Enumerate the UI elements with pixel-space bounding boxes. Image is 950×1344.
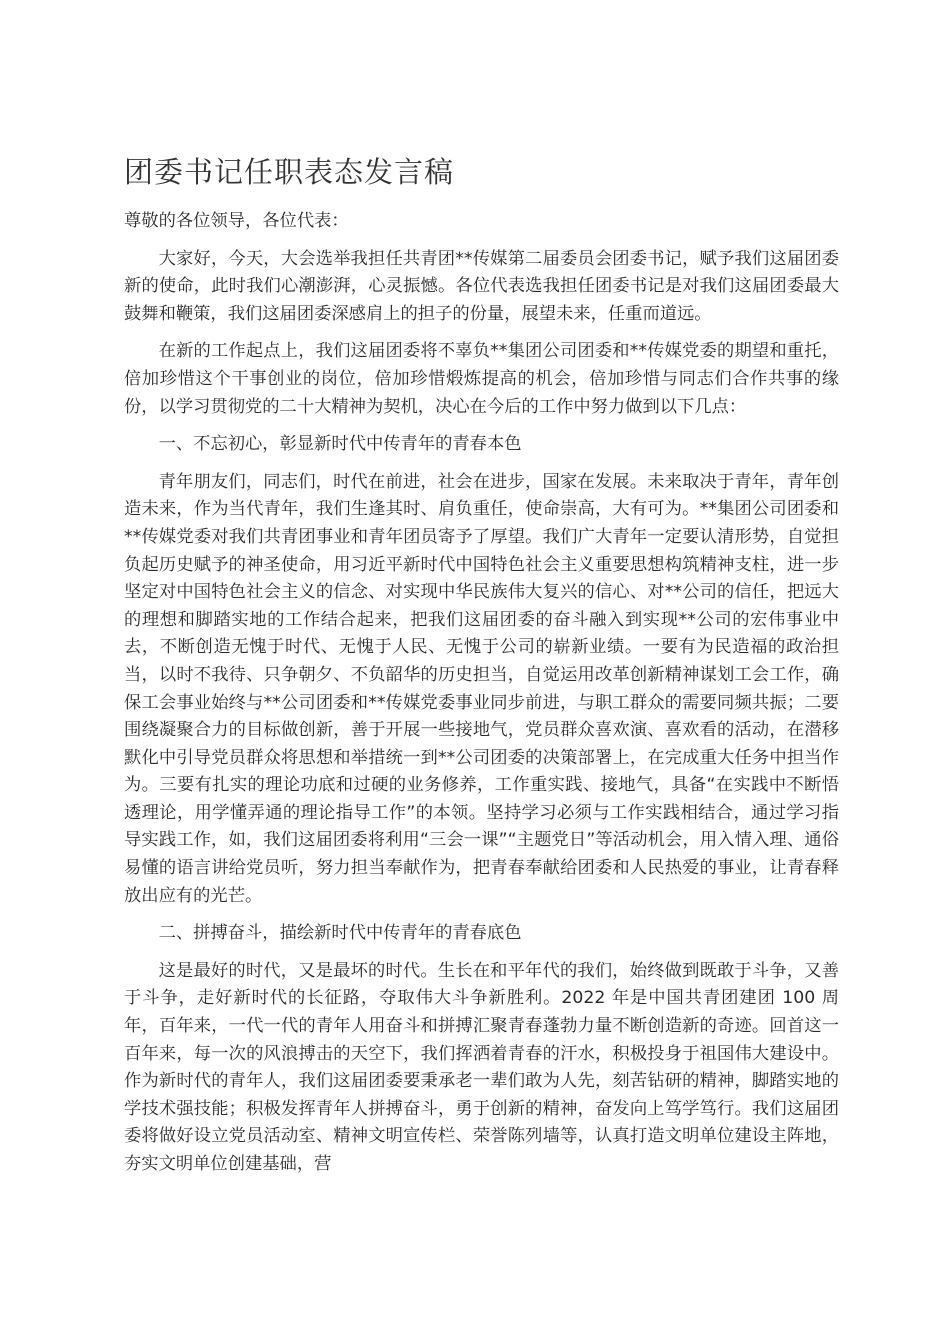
paragraph: 青年朋友们，同志们，时代在前进，社会在进步，国家在发展。未来取决于青年，青年创造未来，作为当代青年，我们生逢其时、肩负重任，使命崇高，大有可为。**集团公司团委和**传媒党委对我们共青团事业和青年团员寄予了厚望。我们广大青年一定要认清形势，自觉担负起历史赋予的神圣使命，用习近平新时代中国特色社会主义重要思想构筑精神支柱，进一步坚定对中国特色社会主义的信念、对实现中华民族伟大复兴的信心、对**公司的信任，把远大的理想和脚踏实地的工作结合起来，把我们这届团委的奋斗融入到实现**公司的宏伟事业中去，不断创造无愧于时代、无愧于人民、无愧于公司的崭新业绩。一要有为民造福的政治担当，以时不我待、只争朝夕、不负韶华的历史担当，自觉运用改革创新精神谋划工会工作，确保工会事业始终与**公司团委和**传媒党委事业同步前进，与职工群众的需要同频共振；二要围绕凝聚合力的目标做创新，善于开展一些接地气，党员群众喜欢演、喜欢看的活动，在潜移默化中引导党员群众将思想和举措统一到**公司团委的决策部署上，在完成重大任务中担当作为。三要有扎实的理论功底和过硬的业务修养，工作重实践、接地气，具备“在实践中不断悟透理论，用学懂弄通的理论指导工作”的本领。坚持学习必须与工作实践相结合，通过学习指导实践工作，如，我们这届团委将利用“三会一课”“主题党日”等活动机会，用入情入理、通俗易懂的语言讲给党员听，努力担当奉献作为，把青春奉献给团委和人民热爱的事业，让青春释放出应有的光芒。 xyxy=(124,471,839,906)
paragraph: 在新的工作起点上，我们这届团委将不辜负**集团公司团委和**传媒党委的期望和重托，倍加珍惜这个干事创业的岗位，倍加珍惜煅炼提高的机会，倍加珍惜与同志们合作共事的缘份，以学习贯彻党的二十大精神为契机，决心在今后的工作中努力做到以下几点： xyxy=(124,341,839,417)
paragraph: 这是最好的时代，又是最坏的时代。生长在和平年代的我们，始终做到既敢于斗争，又善于斗争，走好新时代的长征路，夺取伟大斗争新胜利。2022 年是中国共青团建团 100 周年，百年来，一代一代的青年人用奋斗和拼搏汇聚青春蓬勃力量不断创造新的奇迹。回首这一百年来，每一次的风浪搏击的天空下，我们挥洒着青春的汗水，积极投身于祖国伟大建设中。作为新时代的青年人，我们这届团委要秉承老一辈们敢为人先，刻苦钻研的精神，脚踏实地的学技术强技能；积极发挥青年人拼搏奋斗，勇于创新的精神，奋发向上笃学笃行。我们这届团委将做好设立党员活动室、精神文明宣传栏、荣誉陈列墙等，认真打造文明单位建设主阵地，夯实文明单位创建基础，营 xyxy=(124,960,839,1174)
document-title: 团委书记任职表态发言稿 xyxy=(124,155,455,189)
salutation: 尊敬的各位领导，各位代表： xyxy=(124,211,349,231)
document-body xyxy=(124,208,839,1189)
section-heading: 一、不忘初心，彰显新时代中传青年的青春本色 xyxy=(158,434,522,455)
section-heading: 二、拼搏奋斗，描绘新时代中传青年的青春底色 xyxy=(158,923,522,944)
paragraph: 大家好，今天，大会选举我担任共青团**传媒第二届委员会团委书记，赋予我们这届团委新的使命，此时我们心潮澎湃，心灵振憾。各位代表选我担任团委书记是对我们这届团委最大鼓舞和鞭策，我们这届团委深感肩上的担子的份量，展望未来，任重而道远。 xyxy=(124,248,839,324)
